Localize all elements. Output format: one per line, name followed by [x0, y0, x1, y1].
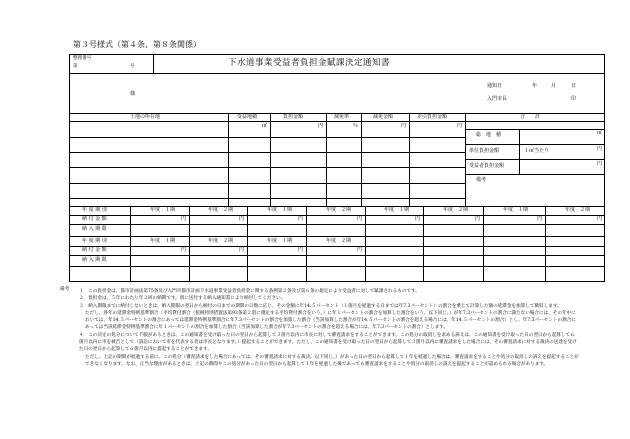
divider: [69, 266, 605, 267]
divider: [361, 113, 362, 206]
total-header: 合 計: [520, 114, 541, 120]
row-label-period: 年 度 期 別: [82, 238, 107, 244]
yen-unit: 円: [298, 247, 304, 253]
notes-label: 備考: [60, 287, 70, 292]
form-number: 第３号様式（第４条、第８条関係）: [73, 40, 201, 49]
period-cell: 年度 ２期: [326, 238, 352, 244]
unit-charge-unit: 円: [597, 146, 603, 152]
period-cell: 年度 １期: [150, 207, 176, 213]
total-area-unit: ㎡: [597, 130, 603, 136]
note-item: ただし、各年の延滞金特例基準割合（平均貸付割合（租税特別措置法第93条第２項に規定する平均貸付割合をいう。）に年１パーセントの割合を加算した割合をいう。以下同じ。）が年7.3パーセントの割合に満たない場合には、その年中においては、年14.５パーセントの割合にあっては延滞金特例基準割合に年7.3パーセントの割合を加算した割合（当該加算した割合が年14.５パーセントの割合を超える場合には、年14.５パーセントの割合）とし、年7.3パーセントの割合にあっては当該延滞金特例基準割合に年１パーセントの割合を加算した割合（当該加算した割合が年7.3パーセントの割合を超える場合には、年7.3パーセントの割合）とします。: [85, 310, 576, 331]
year-label: 年: [532, 83, 538, 89]
day-label: 日: [571, 83, 577, 89]
divider: [483, 206, 484, 282]
period-cell: 年度 ２期: [443, 207, 469, 213]
period-cell: 年度 １期: [267, 207, 293, 213]
total-charge-unit: 円: [597, 161, 603, 167]
note-item: ２ 負担金は、５年にわたり年２回の納期です。別に送付する納入通知書により納付してください。: [79, 296, 286, 302]
row-label-period: 年 度 期 別: [82, 207, 107, 213]
header-net-charge: 差引負担金額: [417, 114, 448, 120]
unit-charge-label: 単位負担金額: [469, 148, 500, 154]
row-label-deadline: 納 入 期 限: [82, 257, 107, 263]
period-cell: 年度 ２期: [565, 207, 591, 213]
yen-unit: 円: [357, 216, 363, 222]
divider: [465, 144, 605, 145]
header-reduction-amount: 減免金額: [373, 114, 394, 120]
divider: [69, 236, 605, 237]
month-label: 月: [551, 83, 557, 89]
label-no: 第: [73, 64, 78, 69]
divider: [69, 73, 605, 74]
label-notice-no: 整理番号: [73, 56, 92, 61]
period-cell: 年度 ２期: [208, 207, 234, 213]
divider: [130, 206, 131, 282]
yen-unit: 円: [239, 216, 245, 222]
row-label-deadline: 納 入 期 限: [82, 226, 107, 232]
divider: [423, 206, 424, 282]
label-go: 号: [130, 64, 135, 69]
mayor-label: 入門市長: [487, 96, 508, 102]
note-item: ４ この決定の処分について不服があるときは、この通知書を受け取った日の翌日から起算して３箇月以内に市長に対して審査請求をすることができます。この処分の取消しを求める訴えは、この通知書を受け取った日の翌日から起算して６箇月以内に市を被告として（訴訟において市を代表する者は市長となります。）提起することができます。ただし、この通知書を受け取った日の翌日から起算して３箇月以内に審査請求をした場合には、その審査請求に対する裁決の送達を受けた日の翌日から起算して６箇月以内に提起することができます。: [79, 332, 577, 353]
total-charge-label: 受益者負担金額: [469, 163, 505, 169]
divider: [69, 224, 605, 225]
divider: [69, 121, 605, 122]
yen-unit: 円: [239, 247, 245, 253]
unit-yen: 円: [457, 123, 463, 129]
row-label-amount: 納 付 金 額: [82, 216, 107, 222]
total-area-label: 総 地 積: [476, 132, 502, 138]
period-cell: 年度 １期: [503, 207, 529, 213]
divider: [69, 198, 465, 199]
unit-area: ㎡: [262, 123, 268, 129]
unit-percent: ％: [353, 123, 359, 129]
divider: [247, 206, 248, 282]
divider: [306, 206, 307, 282]
yen-unit: 円: [181, 216, 187, 222]
divider: [153, 54, 154, 73]
divider: [69, 215, 605, 216]
unit-yen: 円: [401, 123, 407, 129]
divider: [545, 206, 546, 282]
divider: [69, 137, 465, 138]
header-area: 受益地積: [237, 114, 258, 120]
row-label-amount: 納 付 金 額: [82, 247, 107, 253]
divider: [69, 152, 465, 153]
note-item: ただし、上記の期間が経過する前に、この処分（審査請求をした場合にあっては、その審査請求に対する裁決。以下同じ。）があった日の翌日から起算して１年を経過した場合は、審査請求をすることや処分の取消しの訴えを提起することができなくなります。なお、正当な理由があるときは、上記の期間やこの処分があった日の翌日から起算して１年を経過した後であっても審査請求をすることや処分の取消しの訴えを提起することが認められる場合があります。: [85, 354, 579, 367]
divider: [465, 159, 605, 160]
note-item: ３ 納入期限までに納付しないときは、納入期限の翌日から納付の日までの期間の日数に応じ、その金額に年14.５パーセント（１箇月を経過する日までは年7.3パーセント）の割合を乗じて計算した額の延滞金を加算して徴収します。: [79, 303, 562, 309]
note-item: １ この負担金は、都市計画法第75条及び入門市都市計画下水道事業受益者負担金に関する条例第２条及び第６条の規定により受益者に対して賦課されるものです。: [79, 289, 420, 294]
divider: [69, 255, 605, 256]
yen-unit: 円: [357, 247, 363, 253]
unit-charge-value: １㎡当たり: [524, 148, 550, 154]
divider: [69, 183, 465, 184]
seal-mark: 印: [571, 96, 577, 102]
divider: [228, 113, 229, 206]
divider: [465, 174, 605, 175]
divider: [326, 113, 327, 206]
header-charge: 負担金額: [283, 114, 304, 120]
divider: [189, 206, 190, 282]
period-cell: 年度 ２期: [208, 238, 234, 244]
yen-unit: 円: [298, 216, 304, 222]
yen-unit: 円: [475, 216, 481, 222]
document-title: 下水道事業受益者負担金賦課決定通知書: [228, 58, 391, 68]
notice-date-label: 通知日: [487, 83, 503, 89]
period-cell: 年度 １期: [267, 238, 293, 244]
recipient-suffix: 様: [130, 91, 136, 97]
notes-body: [79, 288, 579, 368]
remarks-label: 備考: [476, 177, 487, 183]
divider: [409, 113, 410, 206]
unit-yen: 円: [318, 123, 324, 129]
divider: [465, 129, 605, 130]
divider: [270, 113, 271, 206]
divider: [69, 246, 605, 247]
form-frame: [69, 54, 605, 282]
yen-unit: 円: [597, 216, 603, 222]
yen-unit: 円: [181, 247, 187, 253]
period-cell: 年度 ２期: [326, 207, 352, 213]
header-reduction-rate: 減免率: [334, 114, 350, 120]
divider: [69, 167, 465, 168]
header-location: 土地の所在地: [130, 114, 161, 120]
divider: [365, 206, 366, 282]
divider: [519, 129, 520, 174]
period-cell: 年度 １期: [384, 207, 410, 213]
yen-unit: 円: [537, 216, 543, 222]
yen-unit: 円: [415, 216, 421, 222]
period-cell: 年度 １期: [150, 238, 176, 244]
